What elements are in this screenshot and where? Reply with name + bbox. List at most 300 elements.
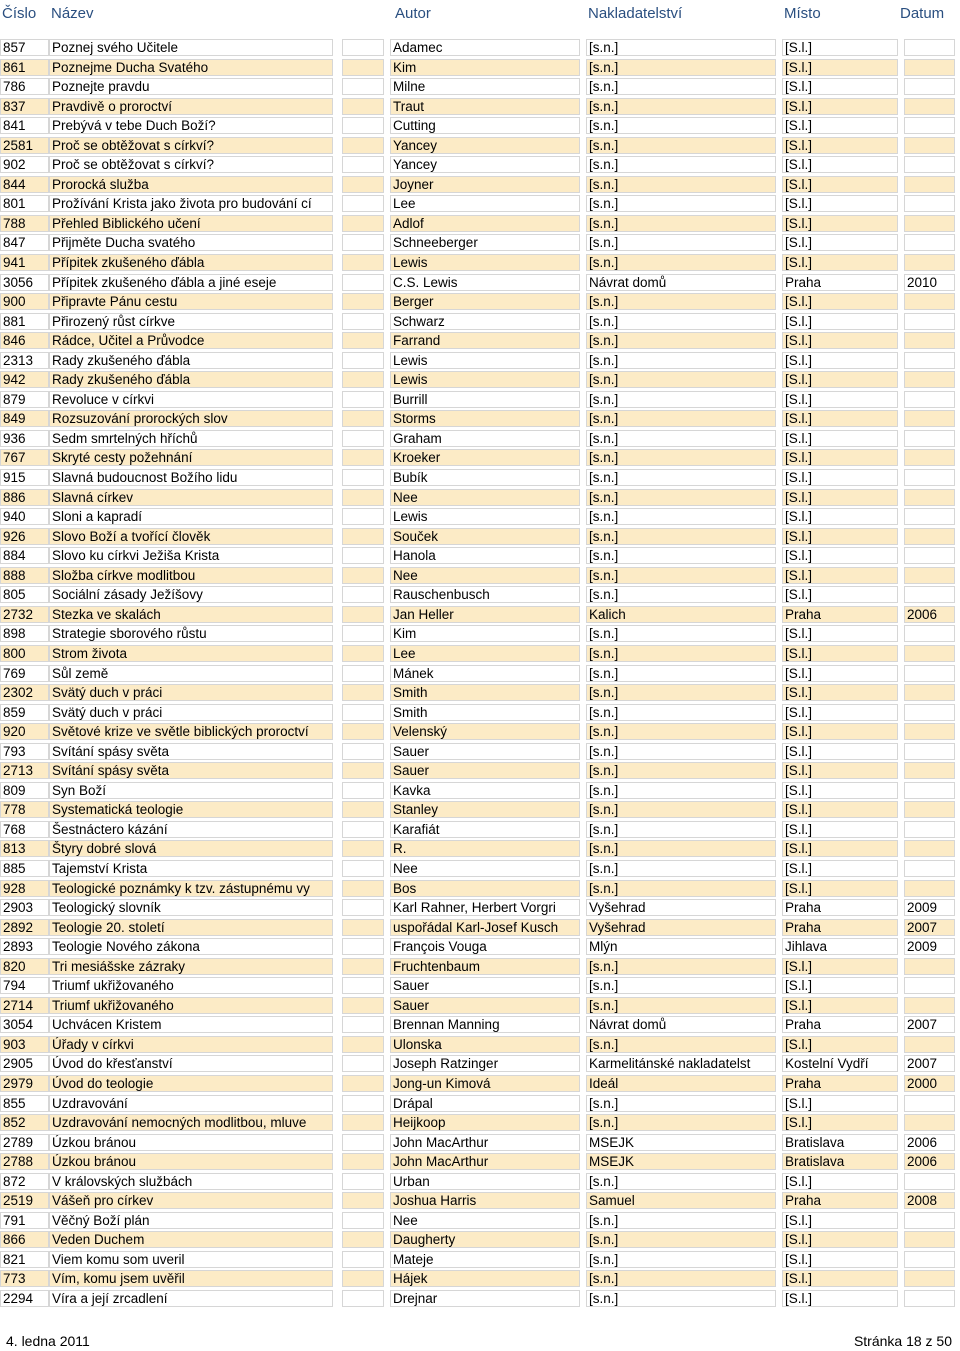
cell-publisher: [s.n.]: [586, 1270, 776, 1287]
cell-number: 886: [0, 489, 49, 506]
cell-place: [S.l.]: [782, 1270, 898, 1287]
header-place: Místo: [784, 5, 821, 22]
cell-publisher: [s.n.]: [586, 352, 776, 369]
table-row: [0, 331, 960, 351]
cell-year: [904, 528, 955, 545]
cell-empty: [342, 1153, 384, 1170]
cell-number: 844: [0, 176, 49, 193]
cell-author: Lee: [390, 195, 580, 212]
cell-author: Lewis: [390, 508, 580, 525]
cell-author: R.: [390, 840, 580, 857]
cell-empty: [342, 391, 384, 408]
cell-empty: [342, 547, 384, 564]
cell-author: Joshua Harris: [390, 1192, 580, 1209]
cell-place: [S.l.]: [782, 371, 898, 388]
cell-author: Milne: [390, 78, 580, 95]
cell-publisher: [s.n.]: [586, 410, 776, 427]
cell-number: 800: [0, 645, 49, 662]
cell-author: Nee: [390, 860, 580, 877]
cell-number: 2892: [0, 919, 49, 936]
cell-empty: [342, 704, 384, 721]
cell-publisher: Karmelitánské nakladatelst: [586, 1055, 776, 1072]
table-row: [0, 624, 960, 644]
cell-author: Kroeker: [390, 449, 580, 466]
cell-author: Lewis: [390, 371, 580, 388]
cell-place: [S.l.]: [782, 1036, 898, 1053]
cell-author: Nee: [390, 1212, 580, 1229]
cell-empty: [342, 1173, 384, 1190]
cell-number: 2302: [0, 684, 49, 701]
cell-number: 881: [0, 313, 49, 330]
cell-publisher: [s.n.]: [586, 840, 776, 857]
cell-year: [904, 1270, 955, 1287]
table-row: [0, 683, 960, 703]
cell-title: Svätý duch v práci: [49, 704, 333, 721]
cell-title: Viem komu som uveril: [49, 1251, 333, 1268]
cell-publisher: [s.n.]: [586, 391, 776, 408]
cell-place: [S.l.]: [782, 880, 898, 897]
cell-title: Proč se obtěžovat s církví?: [49, 156, 333, 173]
cell-publisher: [s.n.]: [586, 762, 776, 779]
table-row: [0, 1015, 960, 1035]
cell-publisher: [s.n.]: [586, 743, 776, 760]
cell-place: [S.l.]: [782, 645, 898, 662]
cell-empty: [342, 1114, 384, 1131]
header-number: Číslo: [2, 5, 37, 22]
cell-place: [S.l.]: [782, 449, 898, 466]
table-row: [0, 859, 960, 879]
cell-publisher: Návrat domů: [586, 1016, 776, 1033]
cell-year: [904, 508, 955, 525]
cell-number: 920: [0, 723, 49, 740]
cell-place: Bratislava: [782, 1153, 898, 1170]
cell-number: 846: [0, 332, 49, 349]
cell-empty: [342, 586, 384, 603]
cell-publisher: Ideál: [586, 1075, 776, 1092]
cell-year: [904, 371, 955, 388]
cell-place: [S.l.]: [782, 1290, 898, 1307]
cell-place: Praha: [782, 1192, 898, 1209]
cell-empty: [342, 1251, 384, 1268]
table-row: [0, 976, 960, 996]
cell-empty: [342, 860, 384, 877]
cell-place: [S.l.]: [782, 625, 898, 642]
cell-publisher: MSEJK: [586, 1153, 776, 1170]
cell-number: 2714: [0, 997, 49, 1014]
cell-author: Traut: [390, 98, 580, 115]
cell-empty: [342, 98, 384, 115]
table-row: [0, 1035, 960, 1055]
cell-empty: [342, 508, 384, 525]
cell-year: 2006: [904, 606, 955, 623]
cell-publisher: [s.n.]: [586, 137, 776, 154]
cell-title: Poznej svého Učitele: [49, 39, 333, 56]
cell-year: [904, 39, 955, 56]
cell-number: 2294: [0, 1290, 49, 1307]
cell-place: Praha: [782, 1016, 898, 1033]
table-row: [0, 292, 960, 312]
cell-year: [904, 137, 955, 154]
cell-place: Kostelní Vydří: [782, 1055, 898, 1072]
cell-empty: [342, 1016, 384, 1033]
table-row: [0, 820, 960, 840]
table-row: [0, 937, 960, 957]
table-row: [0, 1289, 960, 1309]
cell-empty: [342, 1075, 384, 1092]
cell-year: [904, 880, 955, 897]
table-row: [0, 214, 960, 234]
table-row: [0, 370, 960, 390]
cell-title: Revoluce v církvi: [49, 391, 333, 408]
cell-number: 2519: [0, 1192, 49, 1209]
cell-place: Praha: [782, 919, 898, 936]
cell-publisher: [s.n.]: [586, 1231, 776, 1248]
cell-author: Bubík: [390, 469, 580, 486]
cell-place: [S.l.]: [782, 430, 898, 447]
cell-title: Slavná církev: [49, 489, 333, 506]
cell-place: [S.l.]: [782, 195, 898, 212]
cell-empty: [342, 352, 384, 369]
cell-year: [904, 59, 955, 76]
cell-number: 852: [0, 1114, 49, 1131]
cell-place: [S.l.]: [782, 821, 898, 838]
cell-empty: [342, 821, 384, 838]
cell-empty: [342, 977, 384, 994]
cell-publisher: [s.n.]: [586, 958, 776, 975]
cell-publisher: [s.n.]: [586, 332, 776, 349]
cell-year: [904, 958, 955, 975]
cell-author: Kavka: [390, 782, 580, 799]
cell-publisher: [s.n.]: [586, 567, 776, 584]
table-row: [0, 390, 960, 410]
cell-author: Yancey: [390, 137, 580, 154]
cell-number: 859: [0, 704, 49, 721]
cell-publisher: [s.n.]: [586, 39, 776, 56]
cell-number: 2713: [0, 762, 49, 779]
cell-author: Nee: [390, 567, 580, 584]
cell-year: [904, 489, 955, 506]
cell-year: [904, 293, 955, 310]
cell-empty: [342, 410, 384, 427]
cell-empty: [342, 313, 384, 330]
table-row: [0, 879, 960, 899]
cell-empty: [342, 665, 384, 682]
cell-title: Pravdivě o proroctví: [49, 98, 333, 115]
cell-empty: [342, 1036, 384, 1053]
cell-year: 2009: [904, 938, 955, 955]
table-row: [0, 605, 960, 625]
cell-publisher: Samuel: [586, 1192, 776, 1209]
cell-author: Burrill: [390, 391, 580, 408]
cell-year: [904, 1212, 955, 1229]
cell-year: [904, 801, 955, 818]
book-table: [0, 38, 960, 1309]
cell-year: [904, 410, 955, 427]
cell-title: Rádce, Učitel a Průvodce: [49, 332, 333, 349]
cell-number: 885: [0, 860, 49, 877]
cell-empty: [342, 684, 384, 701]
cell-empty: [342, 801, 384, 818]
cell-title: Složba církve modlitbou: [49, 567, 333, 584]
cell-title: Vášeň pro církev: [49, 1192, 333, 1209]
cell-empty: [342, 1270, 384, 1287]
cell-number: 837: [0, 98, 49, 115]
cell-publisher: [s.n.]: [586, 547, 776, 564]
table-row: [0, 97, 960, 117]
cell-place: Praha: [782, 274, 898, 291]
cell-number: 788: [0, 215, 49, 232]
cell-publisher: [s.n.]: [586, 723, 776, 740]
cell-author: Jan Heller: [390, 606, 580, 623]
cell-title: Vím, komu jsem uvěřil: [49, 1270, 333, 1287]
header-publisher: Nakladatelství: [588, 5, 683, 22]
cell-author: Kim: [390, 59, 580, 76]
cell-empty: [342, 528, 384, 545]
cell-author: C.S. Lewis: [390, 274, 580, 291]
cell-number: 768: [0, 821, 49, 838]
table-row: [0, 1191, 960, 1211]
cell-place: [S.l.]: [782, 313, 898, 330]
cell-author: Fruchtenbaum: [390, 958, 580, 975]
cell-year: 2007: [904, 1055, 955, 1072]
cell-year: [904, 1114, 955, 1131]
cell-year: 2000: [904, 1075, 955, 1092]
cell-year: [904, 743, 955, 760]
table-row: [0, 957, 960, 977]
cell-publisher: [s.n.]: [586, 625, 776, 642]
cell-title: Věčný Boží plán: [49, 1212, 333, 1229]
cell-empty: [342, 254, 384, 271]
cell-publisher: [s.n.]: [586, 508, 776, 525]
table-row: [0, 448, 960, 468]
cell-place: [S.l.]: [782, 743, 898, 760]
cell-place: [S.l.]: [782, 1231, 898, 1248]
cell-place: [S.l.]: [782, 215, 898, 232]
cell-publisher: [s.n.]: [586, 1173, 776, 1190]
cell-number: 2893: [0, 938, 49, 955]
cell-publisher: [s.n.]: [586, 1251, 776, 1268]
table-row: [0, 468, 960, 488]
cell-number: 898: [0, 625, 49, 642]
cell-year: [904, 782, 955, 799]
page-footer: [0, 1333, 960, 1351]
cell-empty: [342, 899, 384, 916]
cell-empty: [342, 840, 384, 857]
table-row: [0, 253, 960, 273]
cell-number: 793: [0, 743, 49, 760]
cell-author: Brennan Manning: [390, 1016, 580, 1033]
cell-place: [S.l.]: [782, 665, 898, 682]
cell-author: Lewis: [390, 254, 580, 271]
cell-author: Urban: [390, 1173, 580, 1190]
cell-author: Joyner: [390, 176, 580, 193]
cell-title: Štyry dobré slová: [49, 840, 333, 857]
cell-place: Praha: [782, 1075, 898, 1092]
cell-year: [904, 684, 955, 701]
cell-empty: [342, 176, 384, 193]
footer-date: 4. ledna 2011: [6, 1333, 90, 1349]
cell-publisher: [s.n.]: [586, 997, 776, 1014]
cell-empty: [342, 1231, 384, 1248]
cell-title: Triumf ukřižovaného: [49, 977, 333, 994]
cell-author: John MacArthur: [390, 1153, 580, 1170]
cell-publisher: [s.n.]: [586, 293, 776, 310]
cell-number: 847: [0, 234, 49, 251]
cell-year: [904, 860, 955, 877]
cell-publisher: [s.n.]: [586, 156, 776, 173]
cell-place: [S.l.]: [782, 98, 898, 115]
cell-author: Mateje: [390, 1251, 580, 1268]
cell-author: Stanley: [390, 801, 580, 818]
cell-publisher: [s.n.]: [586, 489, 776, 506]
cell-year: [904, 977, 955, 994]
cell-title: Teologie Nového zákona: [49, 938, 333, 955]
cell-publisher: [s.n.]: [586, 371, 776, 388]
cell-number: 857: [0, 39, 49, 56]
cell-title: Přípitek zkušeného ďábla: [49, 254, 333, 271]
table-row: [0, 1269, 960, 1289]
cell-author: John MacArthur: [390, 1134, 580, 1151]
cell-place: [S.l.]: [782, 508, 898, 525]
cell-title: Syn Boží: [49, 782, 333, 799]
cell-empty: [342, 1290, 384, 1307]
cell-empty: [342, 234, 384, 251]
cell-publisher: [s.n.]: [586, 1095, 776, 1112]
cell-author: Adlof: [390, 215, 580, 232]
cell-year: [904, 840, 955, 857]
cell-place: [S.l.]: [782, 801, 898, 818]
table-row: [0, 1074, 960, 1094]
cell-place: [S.l.]: [782, 704, 898, 721]
cell-year: [904, 723, 955, 740]
cell-number: 926: [0, 528, 49, 545]
cell-number: 879: [0, 391, 49, 408]
cell-author: Schneeberger: [390, 234, 580, 251]
cell-place: [S.l.]: [782, 137, 898, 154]
cell-title: Rozsuzování prorockých slov: [49, 410, 333, 427]
cell-publisher: Vyšehrad: [586, 899, 776, 916]
cell-year: [904, 1173, 955, 1190]
cell-title: Rady zkušeného ďábla: [49, 352, 333, 369]
cell-author: Lee: [390, 645, 580, 662]
cell-title: Svítání spásy světa: [49, 762, 333, 779]
cell-author: Bos: [390, 880, 580, 897]
table-row: [0, 1211, 960, 1231]
cell-publisher: [s.n.]: [586, 645, 776, 662]
cell-place: Praha: [782, 606, 898, 623]
table-row: [0, 1094, 960, 1114]
cell-year: [904, 997, 955, 1014]
cell-title: Přehled Biblického učení: [49, 215, 333, 232]
cell-title: Skryté cesty požehnání: [49, 449, 333, 466]
cell-number: 2313: [0, 352, 49, 369]
cell-empty: [342, 1055, 384, 1072]
cell-publisher: [s.n.]: [586, 195, 776, 212]
cell-empty: [342, 782, 384, 799]
cell-year: [904, 1251, 955, 1268]
cell-number: 773: [0, 1270, 49, 1287]
table-row: [0, 1172, 960, 1192]
cell-place: [S.l.]: [782, 156, 898, 173]
cell-year: [904, 1095, 955, 1112]
cell-year: [904, 78, 955, 95]
cell-empty: [342, 469, 384, 486]
cell-empty: [342, 274, 384, 291]
cell-author: Karafiát: [390, 821, 580, 838]
cell-number: 805: [0, 586, 49, 603]
cell-author: Smith: [390, 684, 580, 701]
cell-year: [904, 547, 955, 564]
cell-title: Poznejte pravdu: [49, 78, 333, 95]
cell-year: [904, 1290, 955, 1307]
cell-title: Sloni a kapradí: [49, 508, 333, 525]
cell-number: 3054: [0, 1016, 49, 1033]
cell-place: [S.l.]: [782, 958, 898, 975]
cell-empty: [342, 762, 384, 779]
cell-place: [S.l.]: [782, 977, 898, 994]
cell-title: Prorocká služba: [49, 176, 333, 193]
column-header-row: [0, 0, 960, 34]
cell-place: [S.l.]: [782, 840, 898, 857]
cell-author: Ulonska: [390, 1036, 580, 1053]
cell-number: 801: [0, 195, 49, 212]
cell-year: 2010: [904, 274, 955, 291]
cell-author: Joseph Ratzinger: [390, 1055, 580, 1072]
cell-title: Prebývá v tebe Duch Boží?: [49, 117, 333, 134]
cell-place: Bratislava: [782, 1134, 898, 1151]
cell-year: [904, 469, 955, 486]
cell-author: Nee: [390, 489, 580, 506]
cell-number: 2581: [0, 137, 49, 154]
cell-place: [S.l.]: [782, 1114, 898, 1131]
cell-empty: [342, 606, 384, 623]
cell-empty: [342, 1212, 384, 1229]
cell-place: Praha: [782, 899, 898, 916]
cell-empty: [342, 117, 384, 134]
cell-year: [904, 156, 955, 173]
cell-author: Hájek: [390, 1270, 580, 1287]
cell-title: Sociální zásady Ježíšovy: [49, 586, 333, 603]
cell-publisher: [s.n.]: [586, 1290, 776, 1307]
cell-publisher: [s.n.]: [586, 860, 776, 877]
cell-empty: [342, 137, 384, 154]
cell-empty: [342, 723, 384, 740]
cell-number: 769: [0, 665, 49, 682]
cell-place: [S.l.]: [782, 528, 898, 545]
cell-number: 813: [0, 840, 49, 857]
cell-number: 809: [0, 782, 49, 799]
cell-empty: [342, 156, 384, 173]
cell-publisher: [s.n.]: [586, 684, 776, 701]
cell-title: Připravte Pánu cestu: [49, 293, 333, 310]
table-row: [0, 898, 960, 918]
cell-place: [S.l.]: [782, 1212, 898, 1229]
cell-year: [904, 117, 955, 134]
cell-year: [904, 98, 955, 115]
cell-title: Rady zkušeného ďábla: [49, 371, 333, 388]
table-row: [0, 800, 960, 820]
cell-publisher: [s.n.]: [586, 234, 776, 251]
cell-publisher: [s.n.]: [586, 78, 776, 95]
cell-title: Uchvácen Kristem: [49, 1016, 333, 1033]
cell-author: Karl Rahner, Herbert Vorgri: [390, 899, 580, 916]
cell-author: Sauer: [390, 977, 580, 994]
cell-place: [S.l.]: [782, 1095, 898, 1112]
cell-title: Přípitek zkušeného ďábla a jiné eseje: [49, 274, 333, 291]
cell-author: Sauer: [390, 762, 580, 779]
table-row: [0, 58, 960, 78]
cell-place: [S.l.]: [782, 39, 898, 56]
